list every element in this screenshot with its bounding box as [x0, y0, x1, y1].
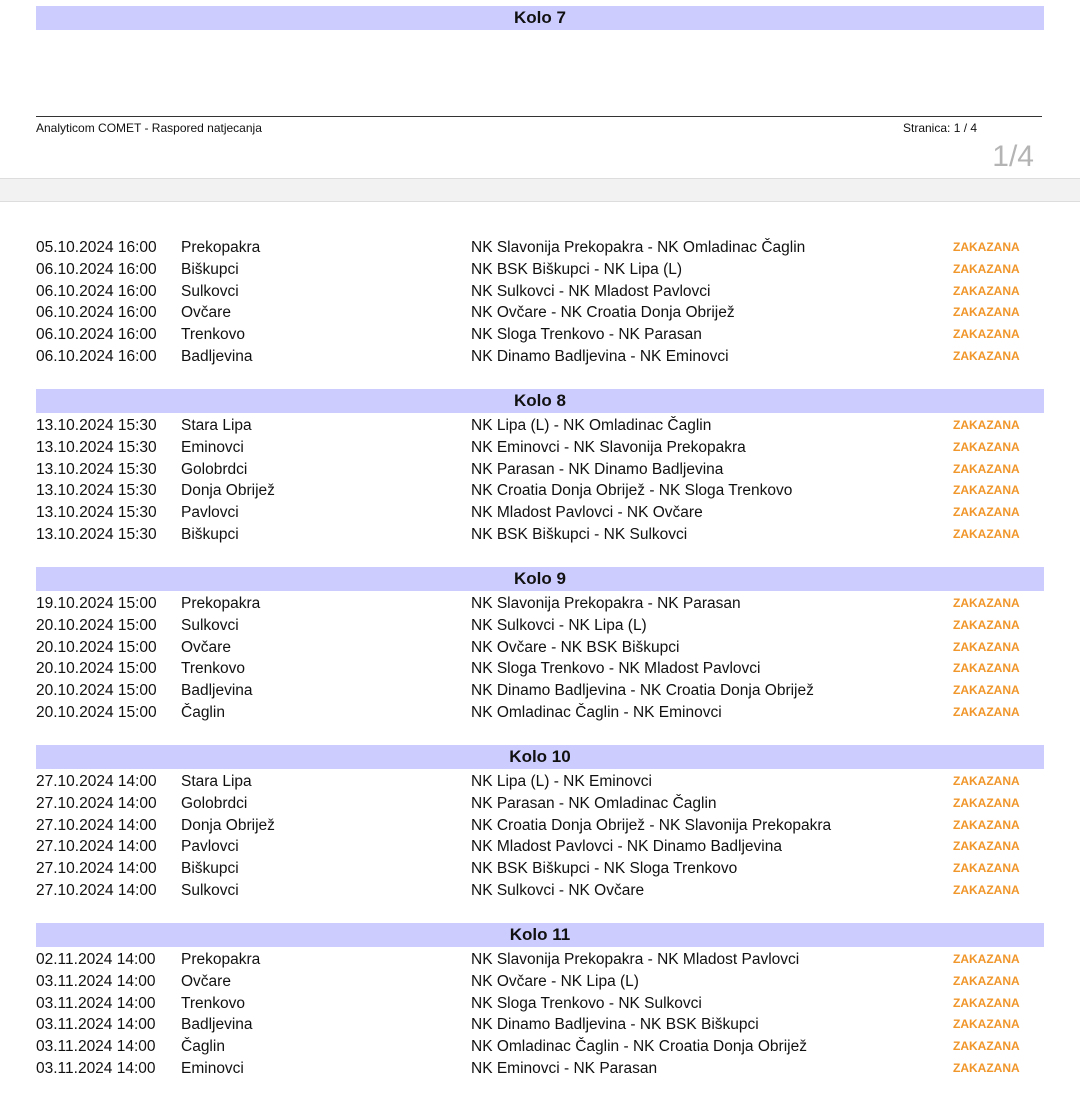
- match-venue: Trenkovo: [181, 660, 246, 678]
- match-venue: Pavlovci: [181, 504, 239, 522]
- match-row: [0, 237, 1080, 259]
- match-teams: NK Sloga Trenkovo - NK Sulkovci: [471, 994, 702, 1012]
- match-venue: Golobrdci: [181, 794, 248, 812]
- match-teams: NK BSK Biškupci - NK Lipa (L): [471, 260, 683, 278]
- footer-title: Analyticom COMET - Raspored natjecanja: [36, 121, 262, 135]
- match-datetime: 06.10.2024 16:00: [36, 260, 157, 278]
- match-venue: Sulkovci: [181, 282, 239, 300]
- match-row: [0, 480, 1080, 502]
- match-venue: Prekopakra: [181, 595, 261, 612]
- match-status: ZAKAZANA: [953, 505, 1020, 520]
- match-teams: NK Parasan - NK Dinamo Badljevina: [471, 460, 724, 478]
- round-header: Kolo 8: [36, 389, 1044, 413]
- match-datetime: 03.11.2024 14:00: [36, 972, 156, 990]
- match-venue: Badljevina: [181, 1016, 253, 1034]
- match-status: ZAKAZANA: [953, 240, 1020, 254]
- match-venue: Stara Lipa: [181, 773, 252, 790]
- match-venue: Badljevina: [181, 347, 253, 365]
- match-row: [0, 1014, 1080, 1036]
- match-datetime: 13.10.2024 15:30: [36, 460, 157, 478]
- match-teams: NK Ovčare - NK BSK Biškupci: [471, 638, 680, 656]
- match-status: ZAKAZANA: [953, 882, 1020, 897]
- round-header: Kolo 7: [36, 6, 1044, 30]
- match-venue: Eminovci: [181, 1059, 244, 1077]
- match-datetime: 13.10.2024 15:30: [36, 504, 157, 522]
- match-datetime: 27.10.2024 14:00: [36, 794, 157, 812]
- match-row: [0, 459, 1080, 481]
- match-teams: NK Mladost Pavlovci - NK Ovčare: [471, 504, 703, 522]
- round-header: Kolo 11: [36, 923, 1044, 947]
- match-status: ZAKAZANA: [953, 639, 1020, 654]
- match-status: ZAKAZANA: [953, 973, 1020, 988]
- match-venue: Prekopakra: [181, 239, 261, 256]
- match-row: [0, 615, 1080, 637]
- match-datetime: 19.10.2024 15:00: [36, 595, 157, 612]
- match-row: [0, 658, 1080, 680]
- match-teams: NK Sulkovci - NK Mladost Pavlovci: [471, 282, 711, 300]
- match-teams: NK Dinamo Badljevina - NK Eminovci: [471, 347, 729, 365]
- page-indicator: 1/4: [992, 140, 1034, 173]
- match-status: ZAKAZANA: [953, 617, 1020, 632]
- page-separator: [0, 178, 1080, 202]
- match-datetime: 13.10.2024 15:30: [36, 417, 157, 434]
- match-datetime: 06.10.2024 16:00: [36, 347, 157, 365]
- match-datetime: 27.10.2024 14:00: [36, 881, 157, 899]
- match-teams: NK Slavonija Prekopakra - NK Mladost Pavlovci: [471, 951, 800, 968]
- match-status: ZAKAZANA: [953, 461, 1020, 476]
- match-row: [0, 793, 1080, 815]
- match-teams: NK Sulkovci - NK Lipa (L): [471, 616, 647, 634]
- match-status: ZAKAZANA: [953, 952, 1020, 966]
- match-datetime: 06.10.2024 16:00: [36, 282, 157, 300]
- match-teams: NK Ovčare - NK Lipa (L): [471, 972, 639, 990]
- round-section: [0, 567, 1080, 724]
- match-venue: Trenkovo: [181, 994, 246, 1012]
- footer-divider: [36, 116, 1042, 117]
- match-row: [0, 836, 1080, 858]
- match-status: ZAKAZANA: [953, 995, 1020, 1010]
- match-venue: Pavlovci: [181, 838, 239, 856]
- match-datetime: 13.10.2024 15:30: [36, 438, 157, 456]
- match-status: ZAKAZANA: [953, 704, 1020, 719]
- match-datetime: 03.11.2024 14:00: [36, 994, 156, 1012]
- match-teams: NK Lipa (L) - NK Eminovci: [471, 773, 652, 790]
- round-section: [0, 923, 1080, 1080]
- match-row: [0, 415, 1080, 437]
- match-row: [0, 858, 1080, 880]
- match-row: [0, 680, 1080, 702]
- match-row: [0, 771, 1080, 793]
- match-datetime: 20.10.2024 15:00: [36, 660, 157, 678]
- match-teams: NK Sulkovci - NK Ovčare: [471, 881, 645, 899]
- match-venue: Biškupci: [181, 260, 239, 278]
- match-row: [0, 281, 1080, 303]
- match-row: [0, 815, 1080, 837]
- match-venue: Prekopakra: [181, 951, 261, 968]
- match-venue: Biškupci: [181, 860, 239, 878]
- match-status: ZAKAZANA: [953, 683, 1020, 698]
- match-teams: NK Omladinac Čaglin - NK Eminovci: [471, 703, 722, 721]
- match-teams: NK Dinamo Badljevina - NK Croatia Donja Obrijež: [471, 682, 814, 700]
- match-status: ZAKAZANA: [953, 1017, 1020, 1032]
- match-teams: NK Omladinac Čaglin - NK Croatia Donja Obrijež: [471, 1038, 807, 1056]
- match-row: [0, 593, 1080, 615]
- match-status: ZAKAZANA: [953, 348, 1020, 363]
- match-datetime: 20.10.2024 15:00: [36, 638, 157, 656]
- match-datetime: 27.10.2024 14:00: [36, 838, 157, 856]
- match-row: [0, 702, 1080, 724]
- match-datetime: 13.10.2024 15:30: [36, 525, 157, 543]
- match-row: [0, 993, 1080, 1015]
- match-venue: Čaglin: [181, 703, 225, 721]
- match-datetime: 02.11.2024 14:00: [36, 951, 156, 968]
- match-venue: Donja Obrijež: [181, 482, 275, 500]
- match-datetime: 20.10.2024 15:00: [36, 682, 157, 700]
- match-teams: NK Mladost Pavlovci - NK Dinamo Badljevina: [471, 838, 782, 856]
- match-teams: NK BSK Biškupci - NK Sloga Trenkovo: [471, 860, 738, 878]
- match-venue: Stara Lipa: [181, 417, 252, 434]
- round-header: Kolo 10: [36, 745, 1044, 769]
- match-row: [0, 437, 1080, 459]
- match-venue: Ovčare: [181, 304, 231, 322]
- match-row: [0, 1036, 1080, 1058]
- match-datetime: 27.10.2024 14:00: [36, 860, 157, 878]
- match-venue: Eminovci: [181, 438, 244, 456]
- match-teams: NK Croatia Donja Obrijež - NK Sloga Trenkovo: [471, 482, 793, 500]
- match-row: [0, 346, 1080, 368]
- footer-page-number: Stranica: 1 / 4: [903, 121, 978, 135]
- match-teams: NK Dinamo Badljevina - NK BSK Biškupci: [471, 1016, 759, 1034]
- match-datetime: 03.11.2024 14:00: [36, 1038, 156, 1056]
- match-status: ZAKAZANA: [953, 483, 1020, 498]
- match-teams: NK Ovčare - NK Croatia Donja Obrijež: [471, 304, 735, 322]
- match-datetime: 06.10.2024 16:00: [36, 304, 157, 322]
- match-venue: Biškupci: [181, 525, 239, 543]
- match-status: ZAKAZANA: [953, 305, 1020, 320]
- match-row: [0, 637, 1080, 659]
- round-section: [0, 745, 1080, 902]
- match-status: ZAKAZANA: [953, 774, 1020, 788]
- match-row: [0, 880, 1080, 902]
- match-datetime: 20.10.2024 15:00: [36, 616, 157, 634]
- match-datetime: 06.10.2024 16:00: [36, 326, 157, 344]
- match-teams: NK Parasan - NK Omladinac Čaglin: [471, 794, 717, 812]
- match-datetime: 05.10.2024 16:00: [36, 239, 157, 256]
- match-teams: NK BSK Biškupci - NK Sulkovci: [471, 525, 688, 543]
- match-venue: Sulkovci: [181, 616, 239, 634]
- match-datetime: 27.10.2024 14:00: [36, 773, 157, 790]
- match-venue: Čaglin: [181, 1038, 225, 1056]
- match-teams: NK Lipa (L) - NK Omladinac Čaglin: [471, 417, 712, 434]
- match-row: [0, 302, 1080, 324]
- match-row: [0, 949, 1080, 971]
- match-status: ZAKAZANA: [953, 596, 1020, 610]
- match-venue: Donja Obrijež: [181, 816, 275, 834]
- match-status: ZAKAZANA: [953, 1039, 1020, 1054]
- match-teams: NK Sloga Trenkovo - NK Parasan: [471, 326, 702, 344]
- match-status: ZAKAZANA: [953, 661, 1020, 676]
- match-status: ZAKAZANA: [953, 261, 1020, 276]
- match-row: [0, 324, 1080, 346]
- match-teams: NK Eminovci - NK Parasan: [471, 1059, 658, 1077]
- match-venue: Golobrdci: [181, 460, 248, 478]
- match-row: [0, 259, 1080, 281]
- match-venue: Sulkovci: [181, 881, 239, 899]
- round-header: Kolo 9: [36, 567, 1044, 591]
- match-status: ZAKAZANA: [953, 839, 1020, 854]
- match-datetime: 27.10.2024 14:00: [36, 816, 157, 834]
- match-status: ZAKAZANA: [953, 817, 1020, 832]
- match-row: [0, 502, 1080, 524]
- match-teams: NK Eminovci - NK Slavonija Prekopakra: [471, 438, 746, 456]
- match-venue: Ovčare: [181, 638, 231, 656]
- match-datetime: 20.10.2024 15:00: [36, 703, 157, 721]
- match-row: [0, 524, 1080, 546]
- match-teams: NK Slavonija Prekopakra - NK Parasan: [471, 595, 741, 612]
- match-status: ZAKAZANA: [953, 526, 1020, 541]
- match-status: ZAKAZANA: [953, 861, 1020, 876]
- match-venue: Ovčare: [181, 972, 231, 990]
- match-venue: Trenkovo: [181, 326, 246, 344]
- match-datetime: 03.11.2024 14:00: [36, 1059, 156, 1077]
- round-section: [0, 389, 1080, 546]
- match-status: ZAKAZANA: [953, 1060, 1020, 1075]
- match-status: ZAKAZANA: [953, 418, 1020, 432]
- match-status: ZAKAZANA: [953, 283, 1020, 298]
- match-row: [0, 971, 1080, 993]
- match-datetime: 13.10.2024 15:30: [36, 482, 157, 500]
- match-venue: Badljevina: [181, 682, 253, 700]
- match-teams: NK Croatia Donja Obrijež - NK Slavonija Prekopakra: [471, 816, 832, 834]
- match-teams: NK Sloga Trenkovo - NK Mladost Pavlovci: [471, 660, 761, 678]
- round-section: [0, 237, 1080, 368]
- match-teams: NK Slavonija Prekopakra - NK Omladinac Čaglin: [471, 239, 806, 256]
- match-status: ZAKAZANA: [953, 327, 1020, 342]
- match-datetime: 03.11.2024 14:00: [36, 1016, 156, 1034]
- match-row: [0, 1058, 1080, 1080]
- match-status: ZAKAZANA: [953, 439, 1020, 454]
- match-status: ZAKAZANA: [953, 795, 1020, 810]
